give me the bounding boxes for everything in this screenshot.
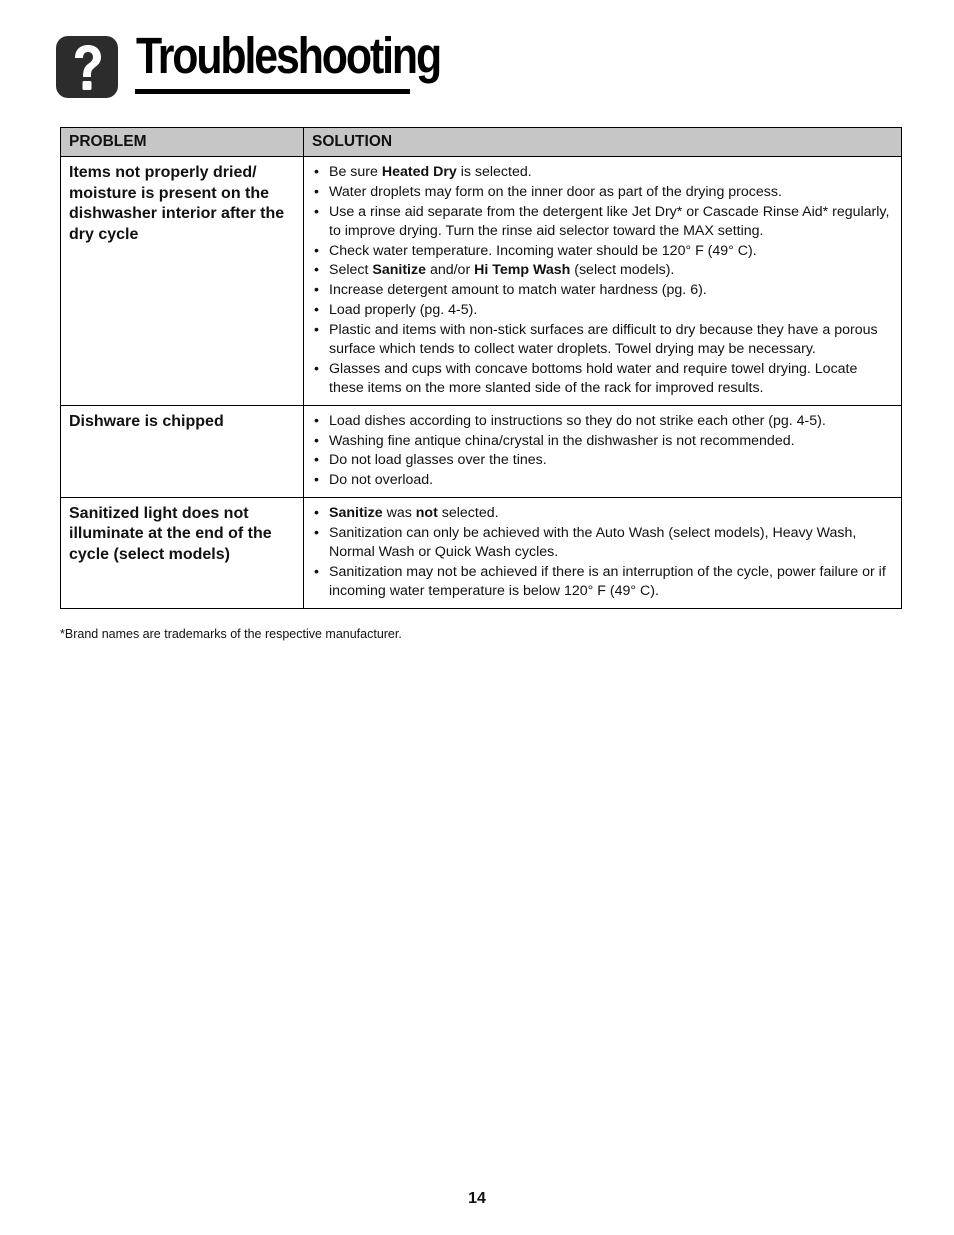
text: and/or [426,262,475,279]
problem-cell: Items not properly dried/ moisture is present on the dishwasher interior after the dry cycle [61,157,304,406]
solution-item [312,504,893,523]
solution-cell [304,497,902,608]
text: Load properly (pg. 4-5). [329,301,478,318]
table-row [61,157,902,406]
solution-item [312,451,893,470]
solution-item [312,432,893,451]
solution-list [312,163,893,398]
solution-item [312,412,893,431]
text: selected. [437,504,499,521]
text: Water droplets may form on the inner door as part of the drying process. [329,183,782,200]
solution-item [312,321,893,359]
bold-text: Sanitize [372,262,426,279]
solution-item [312,242,893,261]
solution-item [312,301,893,320]
text: Load dishes according to instructions so they do not strike each other (pg. 4-5). [329,412,826,429]
question-mark-icon [56,36,118,98]
solution-item [312,183,893,202]
solution-item [312,563,893,601]
solution-list [312,504,893,601]
bold-text: Sanitize [329,504,383,521]
solution-list [312,412,893,491]
bold-text: not [415,504,438,521]
text: Do not load glasses over the tines. [329,452,547,469]
text: Select [329,262,373,279]
text: is selected. [456,164,532,180]
troubleshooting-table [60,127,902,609]
page-title: Troubleshooting [136,27,441,84]
text: Washing fine antique china/crystal in the dishwasher is not recommended. [329,432,795,449]
solution-item [312,360,893,398]
text: Do not overload. [329,472,434,489]
solution-item [312,471,893,490]
solution-item [312,163,893,182]
text: Check water temperature. Incoming water should be 120° F (49° C). [329,242,757,259]
bold-text: Hi Temp Wash [474,262,571,279]
text: Glasses and cups with concave bottoms hold water and require towel drying. Locate these items on the more slanted side of the rack for improved results. [329,360,858,396]
page-number: 14 [468,1190,486,1207]
solution-item [312,203,893,241]
text: (select models). [570,262,675,279]
trademark-footnote: *Brand names are trademarks of the respective manufacturer. [60,627,402,641]
solution-column-header: SOLUTION [304,128,902,157]
text: Use a rinse aid separate from the detergent like Jet Dry* or Cascade Rinse Aid* regularly, to improve drying. Turn the rinse aid selector toward the MAX setting. [329,203,890,239]
solution-cell [304,405,902,497]
table-row [61,497,902,608]
table-header-row [61,128,902,157]
text: Sanitization may not be achieved if there is an interruption of the cycle, power failure or if incoming water temperature is below 120° F (49° C). [329,563,886,599]
solution-cell [304,157,902,406]
bold-text: Heated Dry [381,164,457,180]
problem-column-header: PROBLEM [61,128,304,157]
text: Be sure [329,164,382,180]
text: was [382,504,416,521]
solution-item [312,261,893,280]
solution-item [312,281,893,300]
text: Increase detergent amount to match water hardness (pg. 6). [329,282,707,299]
problem-cell: Sanitized light does not illuminate at the end of the cycle (select models) [61,497,304,608]
table-row [61,405,902,497]
problem-cell: Dishware is chipped [61,405,304,497]
text: Sanitization can only be achieved with the Auto Wash (select models), Heavy Wash, Normal Wash or Quick Wash cycles. [329,524,857,560]
solution-item [312,524,893,562]
title-underline [135,89,410,94]
text: Plastic and items with non-stick surfaces are difficult to dry because they have a porous surface which tends to collect water droplets. Towel drying may be necessary. [329,321,878,357]
